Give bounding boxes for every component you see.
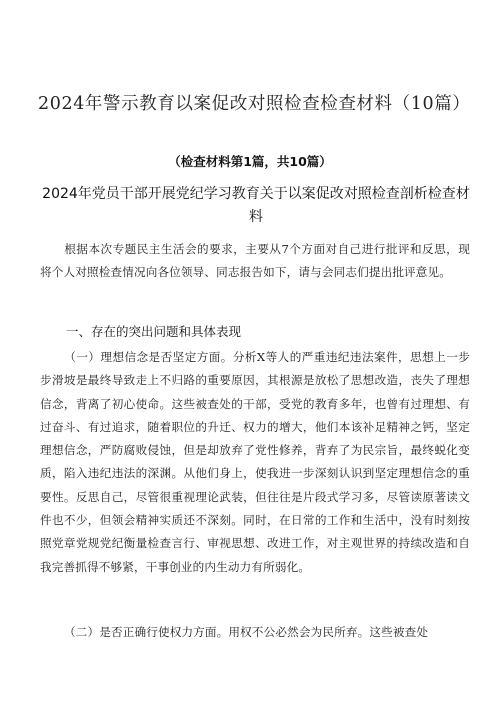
document-title: 2024年警示教育以案促改对照检查检查材料（10篇） (38, 94, 471, 114)
section-heading: 一、存在的突出问题和具体表现 (66, 324, 242, 339)
paragraph-text: （二）是否正确行使权力方面。用权不公必然会为民所弃。这些被查处 (64, 625, 429, 639)
body-paragraph (40, 346, 470, 579)
series-label: （检查材料第1篇，共10篇） (168, 154, 332, 169)
intro-text: 根据本次专题民主生活会的要求，主要从7个方面对自己进行批评和反思，现将个人对照检查情况向各位领导、同志报告如下，请与会同志们提出批评意见。 (40, 242, 470, 280)
article-title: 2024年党员干部开展党纪学习教育关于以案促改对照检查剖析检查材料 (42, 186, 470, 225)
paragraph-text: （一）理想信念是否坚定方面。分析X等人的严重违纪违法案件，思想上一步步滑坡是最终导致走上不归路的重要原因，其根源是放松了思想改造，丧失了理想信念，背离了初心使命。这些被查处的干部，受党的教育多年，也曾有过理想、有过奋斗、有过追求，随着职位的升迁、权力的增大，他们本该补足精神之钙，坚定理想信念，严防腐败侵蚀，但是却放弃了党性修养，背弃了为民宗旨，最终蜕化变质，陷入违纪违法的深渊。从他们身上，使我进一步深刻认识到坚定理想信念的重要性。反思自己，尽管很重视理论武装，但往往是片段式学习多，尽管读原著读文件也不少，但领会精神实质还不深刻。同时，在日常的工作和生活中，没有时刻按照党章党规党纪衡量检查言行、审视思想、改进工作，对主观世界的持续改造和自我完善抓得不够紧，干事创业的内生动力有所弱化。 (40, 350, 470, 574)
body-paragraph (40, 621, 470, 644)
intro-paragraph (40, 238, 470, 285)
